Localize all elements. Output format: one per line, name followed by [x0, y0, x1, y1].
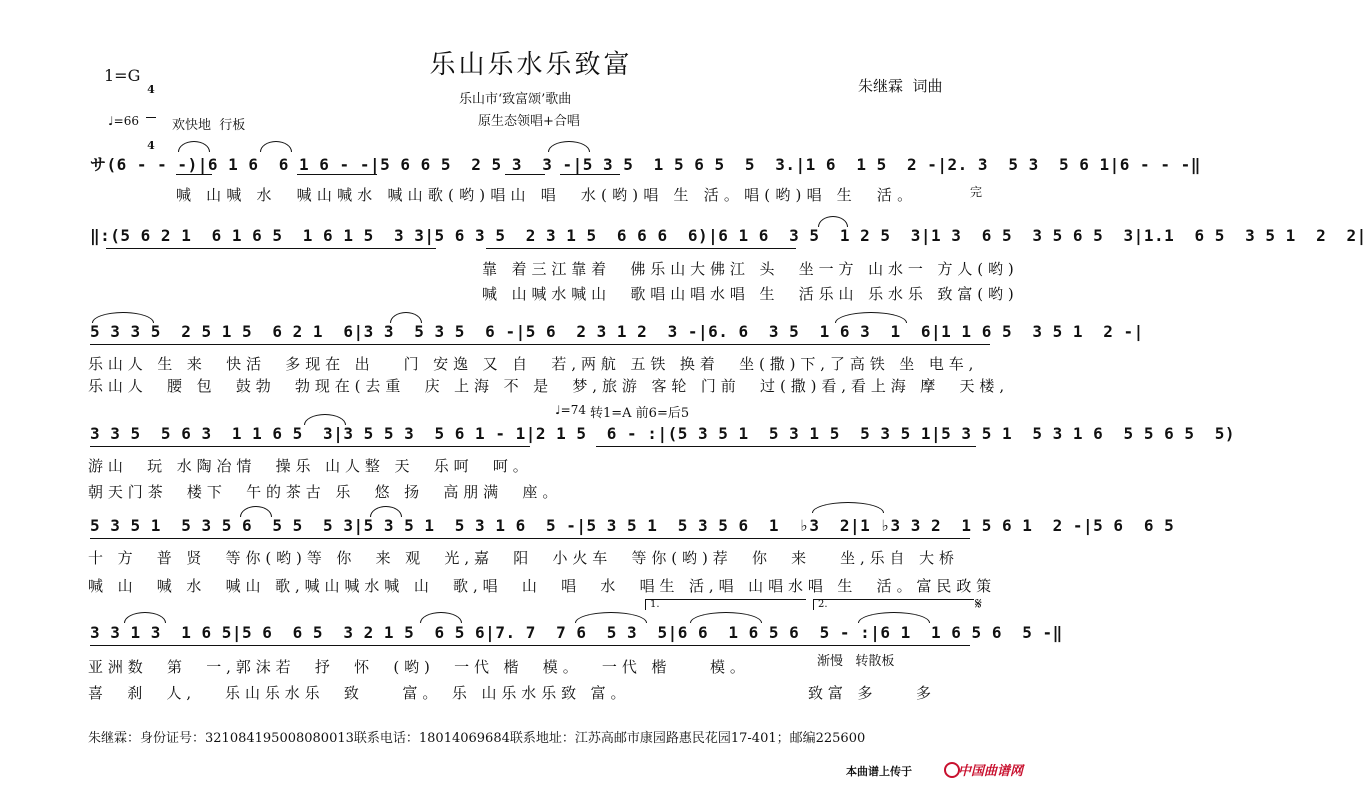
- volta-label-1: 1.: [650, 599, 660, 610]
- slur: [420, 612, 462, 623]
- lyrics-row-4-line-1: 游山 玩 水陶冶情 操乐 山人整 天 乐呵 呵。: [88, 457, 533, 475]
- notation-row-2: ‖:(5 6 2 1 6 1 6 5 1 6 1 5 3 3|5 6 3 5 2 3 1 5 6 6 6 6)|6 1 6 3 5 1 2 5 3|1 3 6 5 3 5 6 5 3|1.1 6 5 3 5 1 2 2|: [90, 226, 1367, 245]
- slur: [690, 612, 762, 623]
- beam: [90, 344, 990, 345]
- beam: [297, 174, 377, 175]
- lyrics-row-2-line-2: 喊 山喊水喊山 歌唱山唱水唱 生 活乐山 乐水乐 致富(哟): [482, 285, 1019, 303]
- fine-mark: 完: [970, 185, 983, 199]
- key-signature: 1=G: [104, 66, 141, 85]
- slur: [260, 141, 292, 152]
- lyrics-row-5-line-1: 十 方 普 贤 等你(哟)等 你 来 观 光,嘉 阳 小火车 等你(哟)荐 你 来 坐,乐自 大桥: [88, 549, 959, 567]
- lyrics-row-6-line-1: 亚洲数 第 一,郭沫若 抒 怀 (哟) 一代 楷 模。 一代 楷 模。: [88, 658, 750, 676]
- time-signature: [146, 62, 156, 162]
- beam: [505, 174, 545, 175]
- lyrics-row-4-line-2: 朝天门茶 楼下 午的茶古 乐 悠 扬 高朋满 座。: [88, 483, 563, 501]
- volta-bracket-1: [645, 599, 806, 610]
- slur: [835, 312, 907, 323]
- beam: [90, 538, 970, 539]
- tempo-marking: ♩=66: [108, 114, 139, 128]
- slur: [92, 312, 154, 323]
- slur: [575, 612, 647, 623]
- upload-credit: 本曲谱上传于: [846, 765, 912, 778]
- slur: [858, 612, 930, 623]
- site-logo-text[interactable]: 中国曲谱网: [958, 764, 1024, 779]
- segno-sign: 𝄋: [975, 594, 982, 613]
- slur: [124, 612, 166, 623]
- song-title: 乐山乐水乐致富: [429, 50, 633, 80]
- modulation-tempo: ♩=74: [555, 403, 586, 417]
- notation-row-4: 3 3 5 5 6 3 1 1 6 5 3|3 5 5 3 5 6 1 - 1|2 1 5 6 - :|(5 3 5 1 5 3 1 5 5 3 5 1|5 3 5 1 5 3 1 6 5 5 6 5 5): [90, 424, 1236, 443]
- slur: [548, 141, 590, 152]
- slur: [818, 216, 848, 227]
- lyrics-row-2-line-1: 靠 着三江靠着 佛乐山大佛江 头 坐一方 山水一 方人(哟): [482, 260, 1019, 278]
- lyrics-row-6-line-2: 喜 刹 人, 乐山乐水乐 致 富。 乐 山乐水乐致 富。: [88, 684, 631, 702]
- slur: [304, 414, 346, 425]
- performers-note: 原生态领唱+合唱: [478, 114, 580, 129]
- beam: [486, 248, 796, 249]
- lyrics-row-3-line-1: 乐山人 生 来 快活 多现在 出 门 安逸 又 自 若,两航 五铁 换着 坐(撒)下,了高铁 坐 电车,: [88, 355, 979, 373]
- slur: [178, 141, 210, 152]
- lyrics-row-5-line-2: 喊 山 喊 水 喊山 歌,喊山喊水喊 山 歌,唱 山 唱 水 唱生 活,唱 山唱水唱 生 活。富民政策: [88, 577, 997, 595]
- beam: [90, 645, 970, 646]
- ending-lyrics: 致富 多 多: [808, 684, 936, 702]
- volta-bracket-2: [813, 599, 974, 610]
- beam: [596, 446, 976, 447]
- tempo-style: 欢快地 行板: [172, 118, 246, 133]
- slur: [390, 312, 422, 323]
- notation-row-1: サ(6 - - -)|6 1 6 6 1 6 - -|5 6 6 5 2 5 3 3 -|5 3 5 1 5 6 5 5 3.|1 6 1 5 2 -|2. 3 5 3 5 6 1|6 - - -‖: [90, 155, 1201, 174]
- beam: [90, 446, 530, 447]
- notation-row-3: 5 3 3 5 2 5 1 5 6 2 1 6|3 3 5 3 5 6 -|5 6 2 3 1 2 3 -|6. 6 3 5 1 6 3 1 6|1 1 6 5 3 5 1 2 -|: [90, 322, 1144, 341]
- time-signature-top: 4: [147, 83, 155, 96]
- beam: [176, 174, 212, 175]
- notation-row-6: 3 3 1 3 1 6 5|5 6 6 5 3 2 1 5 6 5 6|7. 7 7 6 5 3 5|6 6 1 6 5 6 5 - :|6 1 1 6 5 6 5 -‖: [90, 623, 1063, 642]
- slur: [240, 506, 272, 517]
- lyrics-row-3-line-2: 乐山人 腰 包 鼓勃 勃现在(去重 庆 上海 不 是 梦,旅游 客轮 门前 过(撒)看,看上海 摩 天楼,: [88, 377, 1009, 395]
- modulation-note: 转1=A 前6=后5: [590, 406, 690, 421]
- notation-row-5: 5 3 5 1 5 3 5 6 5 5 5 3|5 3 5 1 5 3 1 6 5 -|5 3 5 1 5 3 5 6 1 ♭3 2|1 ♭3 3 2 1 5 6 1 2 -|5 6 6 5: [90, 516, 1175, 535]
- beam: [106, 248, 436, 249]
- beam: [560, 174, 620, 175]
- time-signature-bottom: 4: [147, 139, 155, 152]
- song-subtitle: 乐山市‘致富颂’歌曲: [459, 92, 572, 107]
- author-credit: 朱继霖 词曲: [858, 77, 943, 95]
- contact-info: 朱继霖：身份证号：321084195008080013联系电话：18014069684联系地址：江苏高邮市康园路惠民花园17-401；邮编225600: [88, 731, 866, 746]
- slur: [812, 502, 884, 513]
- slur: [370, 506, 402, 517]
- ending-direction: 渐慢 转散板: [817, 654, 895, 669]
- lyrics-row-1-line-1: 喊 山喊 水 喊山喊水 喊山歌(哟)唱山 唱 水(哟)唱 生 活。唱(哟)唱 生 活。: [176, 186, 918, 204]
- volta-label-2: 2.: [818, 599, 828, 610]
